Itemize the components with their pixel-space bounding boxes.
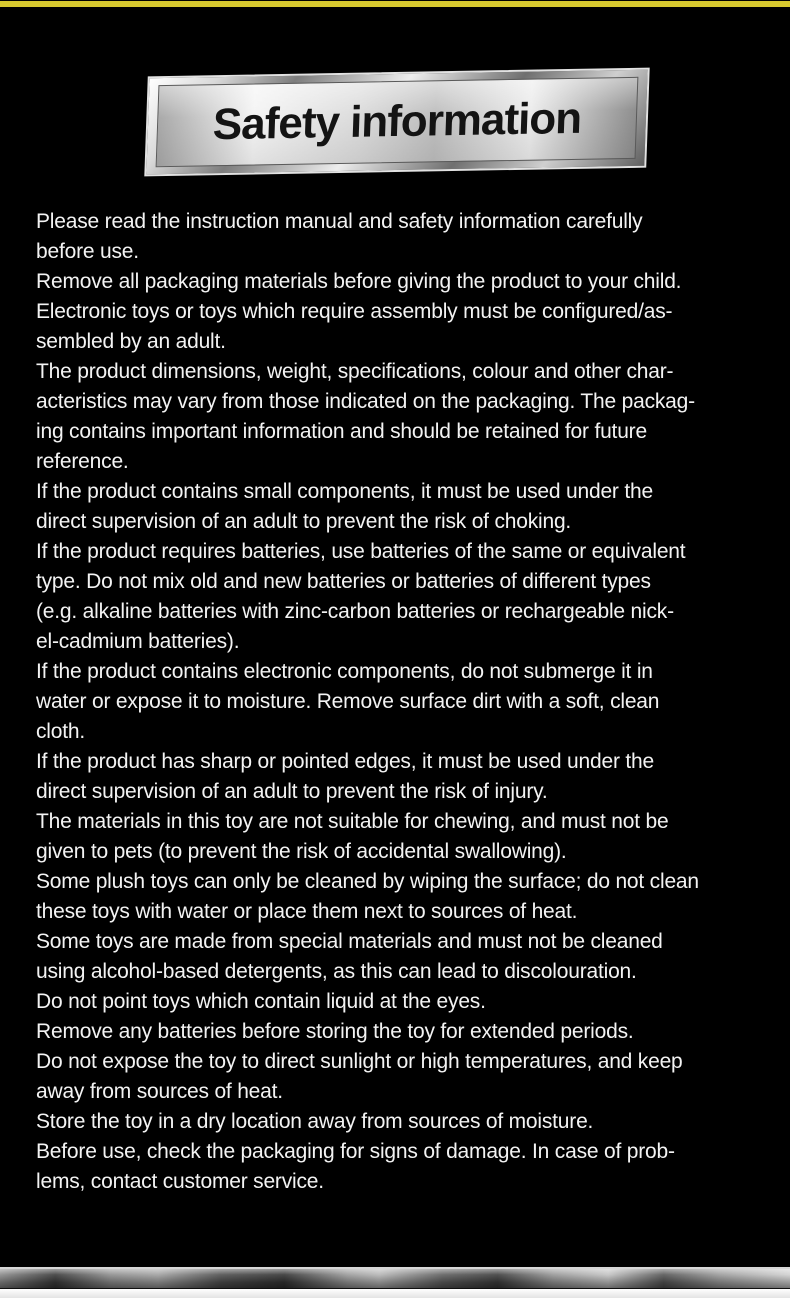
text-line: Remove all packaging materials before giving the product to your child. <box>36 270 682 293</box>
text-line: Some plush toys can only be cleaned by wiping the surface; do not clean <box>36 870 699 893</box>
safety-text-block <box>36 207 766 1197</box>
text-line: If the product contains electronic components, do not submerge it in <box>36 660 653 683</box>
text-line: before use. <box>36 240 139 263</box>
text-line: The materials in this toy are not suitable for chewing, and must not be <box>36 810 669 833</box>
text-line: lems, contact customer service. <box>36 1170 324 1193</box>
text-line: (e.g. alkaline batteries with zinc-carbon batteries or rechargeable nick- <box>36 600 674 623</box>
text-line: reference. <box>36 450 129 473</box>
title-banner <box>144 68 649 177</box>
text-line: sembled by an adult. <box>36 330 226 353</box>
text-line: direct supervision of an adult to prevent the risk of injury. <box>36 780 548 803</box>
text-line: el-cadmium batteries). <box>36 630 240 653</box>
text-line: away from sources of heat. <box>36 1080 283 1103</box>
divider-brushed-metal <box>0 1269 790 1288</box>
divider-bottom-white <box>0 1289 790 1298</box>
text-line: Please read the instruction manual and safety information carefully <box>36 210 643 233</box>
text-line: water or expose it to moisture. Remove surface dirt with a soft, clean <box>36 690 660 713</box>
text-line: using alcohol-based detergents, as this can lead to discolouration. <box>36 960 637 983</box>
text-line: acteristics may vary from those indicated on the packaging. The packag- <box>36 390 695 413</box>
text-line: given to pets (to prevent the risk of accidental swallowing). <box>36 840 567 863</box>
text-line: cloth. <box>36 720 85 743</box>
banner-metal-frame <box>144 68 649 177</box>
bottom-metallic-divider <box>0 1267 790 1298</box>
text-line: these toys with water or place them next to sources of heat. <box>36 900 578 923</box>
text-line: Electronic toys or toys which require assembly must be configured/as- <box>36 300 673 323</box>
text-line: Remove any batteries before storing the toy for extended periods. <box>36 1020 634 1043</box>
text-line: If the product requires batteries, use batteries of the same or equivalent <box>36 540 686 563</box>
text-line: If the product has sharp or pointed edges, it must be used under the <box>36 750 654 773</box>
text-line: If the product contains small components, it must be used under the <box>36 480 653 503</box>
text-line: type. Do not mix old and new batteries or batteries of different types <box>36 570 651 593</box>
text-line: Do not expose the toy to direct sunlight or high temperatures, and keep <box>36 1050 683 1073</box>
banner-silver-plate <box>156 77 639 167</box>
page-title: Safety information <box>212 93 582 150</box>
text-line: direct supervision of an adult to prevent the risk of choking. <box>36 510 572 533</box>
text-line: Do not point toys which contain liquid at the eyes. <box>36 990 486 1013</box>
top-yellow-strip <box>0 1 790 7</box>
text-line: Before use, check the packaging for signs of damage. In case of prob- <box>36 1140 675 1163</box>
text-line: Some toys are made from special materials and must not be cleaned <box>36 930 663 953</box>
text-line: ing contains important information and should be retained for future <box>36 420 647 443</box>
text-line: Store the toy in a dry location away from sources of moisture. <box>36 1110 594 1133</box>
text-line: The product dimensions, weight, specifications, colour and other char- <box>36 360 674 383</box>
